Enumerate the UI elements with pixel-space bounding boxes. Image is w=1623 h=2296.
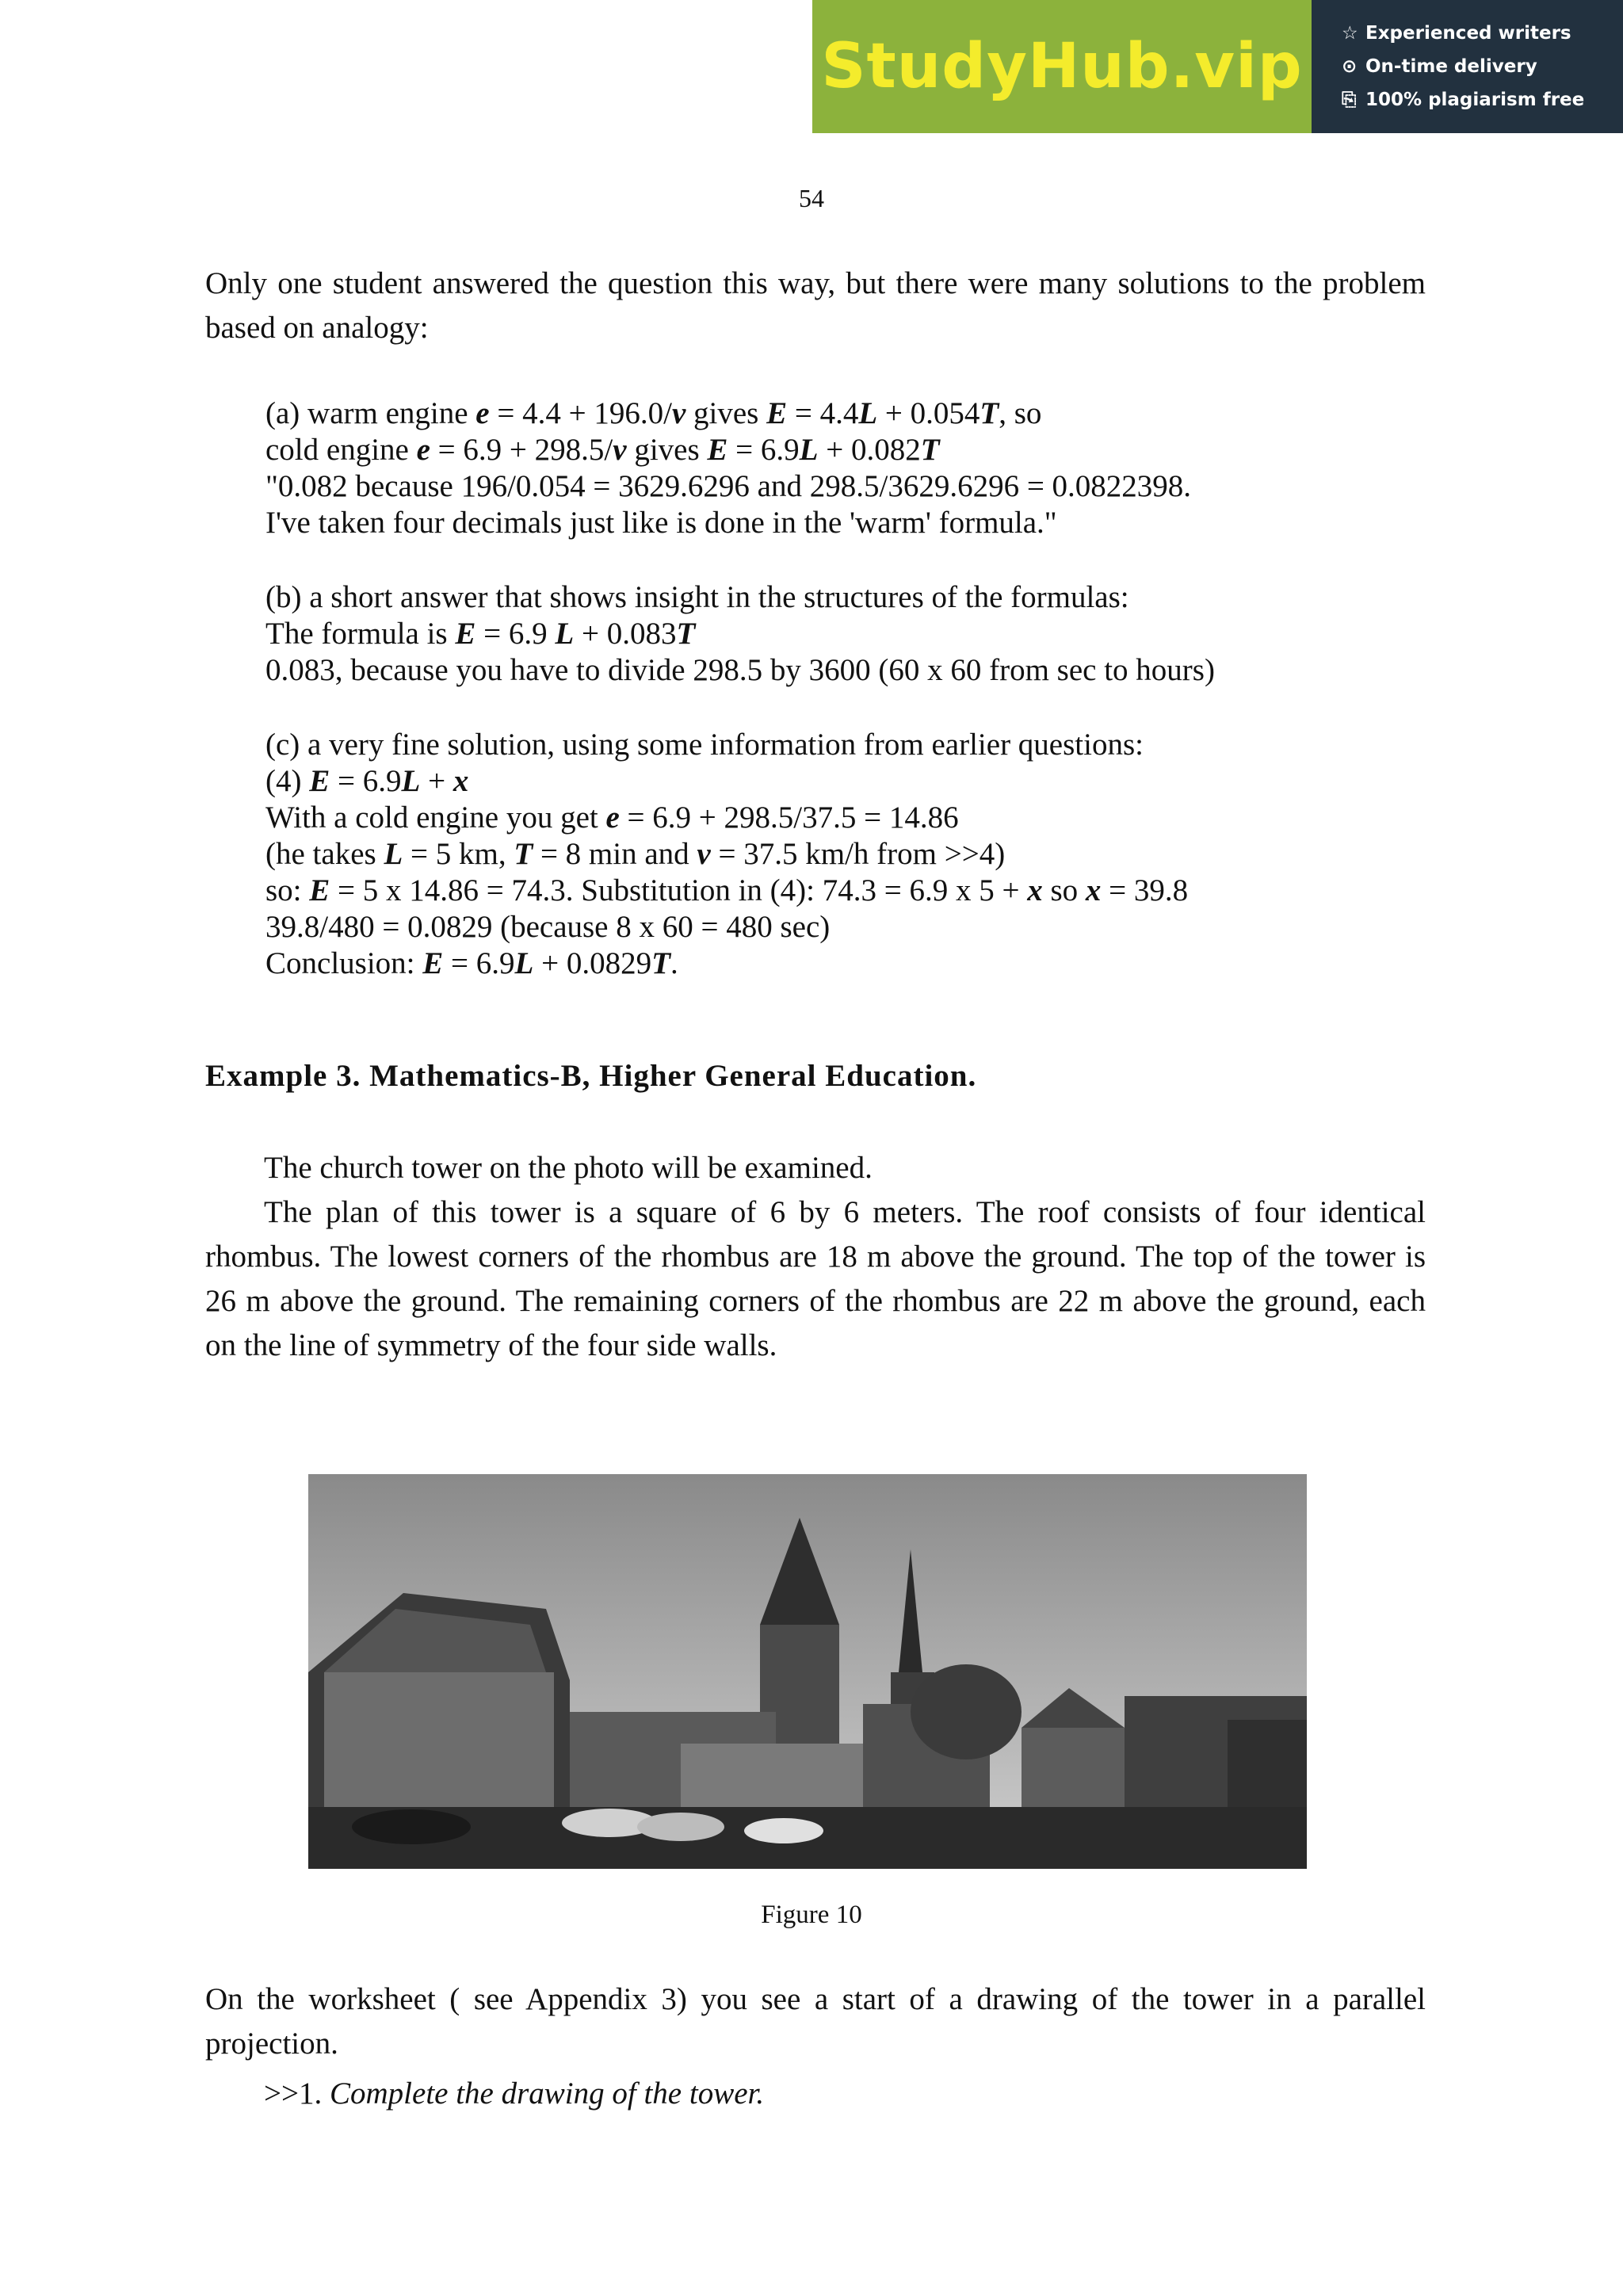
solution-c-line-1: (c) a very fine solution, using some information from earlier questions: — [265, 728, 1144, 762]
church-tower-photo — [308, 1474, 1307, 1869]
clock-icon: ⊙ — [1342, 56, 1358, 77]
copy-icon: ⎘ — [1342, 90, 1357, 110]
feature-text: On-time delivery — [1365, 56, 1537, 77]
worksheet-paragraph: On the worksheet ( see Appendix 3) you see a start of a drawing of the tower in a parallel projection. — [205, 1982, 1426, 2061]
task-number: >>1. — [264, 2076, 323, 2111]
solution-b-line-1: (b) a short answer that shows insight in the structures of the formulas: — [265, 580, 1129, 614]
page-number: 54 — [799, 184, 824, 212]
star-icon: ☆ — [1342, 23, 1358, 44]
intro-paragraph: Only one student answered the question this way, but there were many solutions to the problem based on analogy: — [205, 266, 1426, 345]
solution-b-line-2: The formula is E = 6.9 L + 0.083T — [265, 617, 696, 651]
feature-text: 100% plagiarism free — [1365, 90, 1585, 110]
solution-a-line-1: (a) warm engine e = 4.4 + 196.0/v gives E = 4.4L + 0.054T, so — [265, 396, 1042, 430]
solution-b-line-3: 0.083, because you have to divide 298.5 by 3600 (60 x 60 from sec to hours) — [265, 653, 1215, 687]
example-paragraph-1: The church tower on the photo will be examined. — [264, 1151, 873, 1185]
solution-a-line-3: "0.082 because 196/0.054 = 3629.6296 and 298.5/3629.6296 = 0.0822398. — [265, 469, 1192, 503]
feature-item — [1342, 50, 1623, 83]
solution-c-line-4: (he takes L = 5 km, T = 8 min and v = 37.5 km/h from >>4) — [265, 837, 1006, 871]
task-line — [264, 2076, 764, 2111]
task-text: Complete the drawing of the tower. — [330, 2076, 765, 2111]
figure-caption: Figure 10 — [761, 1901, 862, 1929]
feature-list — [1312, 0, 1623, 133]
studyhub-logo[interactable]: StudyHub.vip — [812, 0, 1312, 133]
feature-text: Experienced writers — [1365, 23, 1571, 44]
solution-a-line-4: I've taken four decimals just like is done in the 'warm' formula." — [265, 506, 1057, 540]
solution-c-line-7: Conclusion: E = 6.9L + 0.0829T. — [265, 946, 678, 980]
feature-item — [1342, 17, 1623, 50]
feature-item — [1342, 83, 1623, 117]
example-heading: Example 3. Mathematics-B, Higher General Education. — [205, 1059, 977, 1093]
solution-a-line-2: cold engine e = 6.9 + 298.5/v gives E = 6.9L + 0.082T — [265, 433, 940, 467]
solution-c-line-5: so: E = 5 x 14.86 = 74.3. Substitution in (4): 74.3 = 6.9 x 5 + x so x = 39.8 — [265, 873, 1189, 907]
example-paragraph-2: The plan of this tower is a square of 6 by 6 meters. The roof consists of four identical rhombus. The lowest corners of the rhombus are 18 m above the ground. The top of the tower is 26 m above the ground. The remaining corners of the rhombus are 22 m above the ground, each on the line of symmetry of the four side walls. — [205, 1195, 1426, 1362]
solution-c-line-3: With a cold engine you get e = 6.9 + 298.5/37.5 = 14.86 — [265, 800, 959, 835]
solution-c-line-6: 39.8/480 = 0.0829 (because 8 x 60 = 480 sec) — [265, 910, 831, 944]
promo-banner[interactable] — [812, 0, 1623, 133]
solution-c-line-2: (4) E = 6.9L + x — [265, 764, 469, 798]
